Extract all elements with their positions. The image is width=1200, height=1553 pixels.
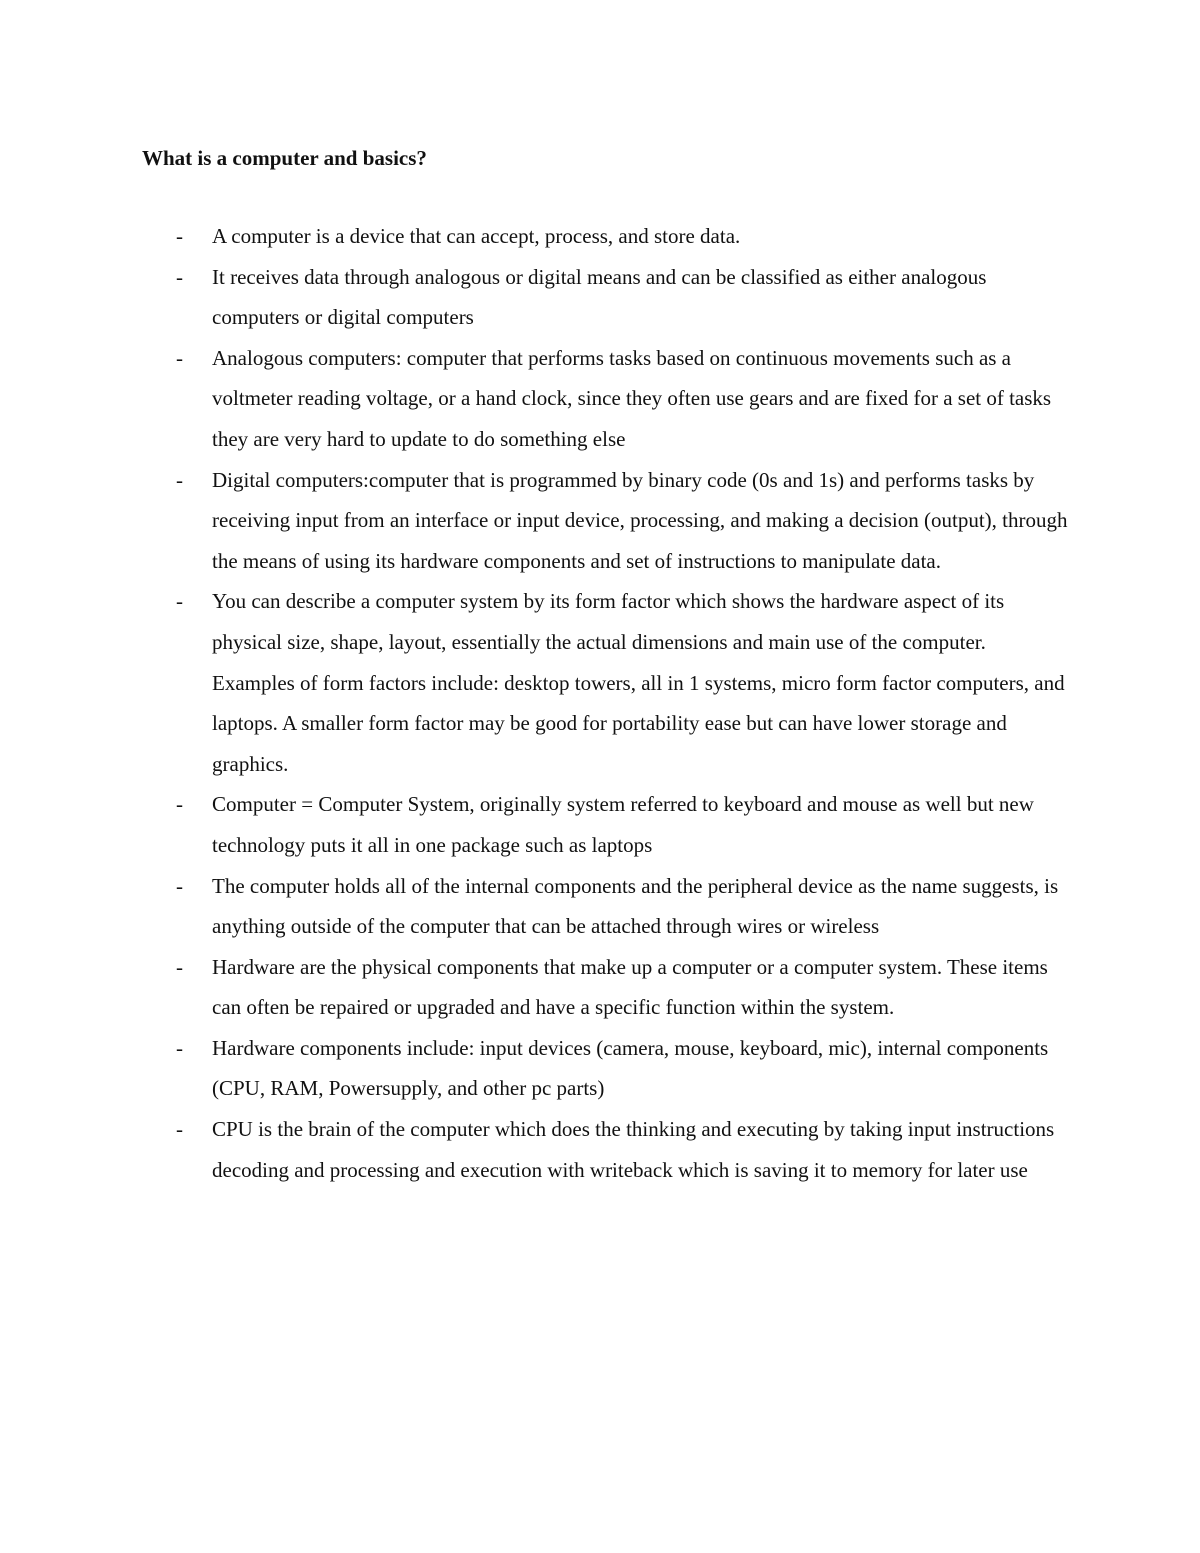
list-item-text: Computer = Computer System, originally system referred to keyboard and mouse as well but new technology puts it all in one package such as laptops: [212, 792, 1034, 857]
bullet-dash: -: [176, 792, 183, 817]
document-heading: What is a computer and basics?: [142, 146, 427, 170]
list-item-text: Digital computers:computer that is programmed by binary code (0s and 1s) and performs tasks by receiving input from an interface or input device, processing, and making a decision (output), through the means of using its hardware components and set of instructions to manipulate data.: [212, 467, 1068, 573]
list-item: [0, 1028, 1200, 1109]
bullet-dash: -: [176, 1117, 183, 1142]
list-item: [0, 216, 1200, 257]
list-item-text: Analogous computers: computer that performs tasks based on continuous movements such as a voltmeter reading voltage, or a hand clock, since they often use gears and are fixed for a set of tasks they are very hard to update to do something else: [212, 345, 1052, 451]
bullet-dash: -: [176, 224, 183, 248]
bullet-list: [0, 216, 1200, 1190]
list-item-text: CPU is the brain of the computer which does the thinking and executing by taking input instructions decoding and processing and execution with writeback which is saving it to memory for later use: [212, 1117, 1055, 1182]
list-item-text: It receives data through analogous or digital means and can be classified as either analogous computers or digital computers: [212, 264, 987, 330]
list-item-text: Hardware are the physical components that make up a computer or a computer system. These items can often be repaired or upgraded and have a specific function within the system.: [212, 954, 1048, 1020]
bullet-dash: -: [176, 589, 183, 614]
list-item: [0, 460, 1200, 582]
list-item: [0, 784, 1200, 865]
list-item: [0, 581, 1200, 784]
bullet-dash: -: [176, 873, 183, 898]
list-item: [0, 1109, 1200, 1190]
bullet-dash: -: [176, 345, 183, 370]
list-item: [0, 947, 1200, 1028]
list-item: [0, 866, 1200, 947]
bullet-dash: -: [176, 467, 183, 492]
list-item: [0, 257, 1200, 338]
list-item-text: You can describe a computer system by its form factor which shows the hardware aspect of its physical size, shape, layout, essentially the actual dimensions and main use of the computer. Examples of form factors include: desktop towers, all in 1 systems, micro form factor computers, and laptops. A smaller form factor may be good for portability ease but can have lower storage and graphics.: [212, 589, 1065, 776]
list-item-text: The computer holds all of the internal components and the peripheral device as the name suggests, is anything outside of the computer that can be attached through wires or wireless: [212, 873, 1059, 939]
bullet-dash: -: [176, 954, 183, 979]
bullet-dash: -: [176, 1035, 183, 1060]
list-item-text: A computer is a device that can accept, process, and store data.: [212, 224, 741, 248]
list-item-text: Hardware components include: input devices (camera, mouse, keyboard, mic), internal components (CPU, RAM, Powersupply, and other pc parts): [212, 1035, 1049, 1101]
bullet-dash: -: [176, 264, 183, 289]
list-item: [0, 338, 1200, 460]
